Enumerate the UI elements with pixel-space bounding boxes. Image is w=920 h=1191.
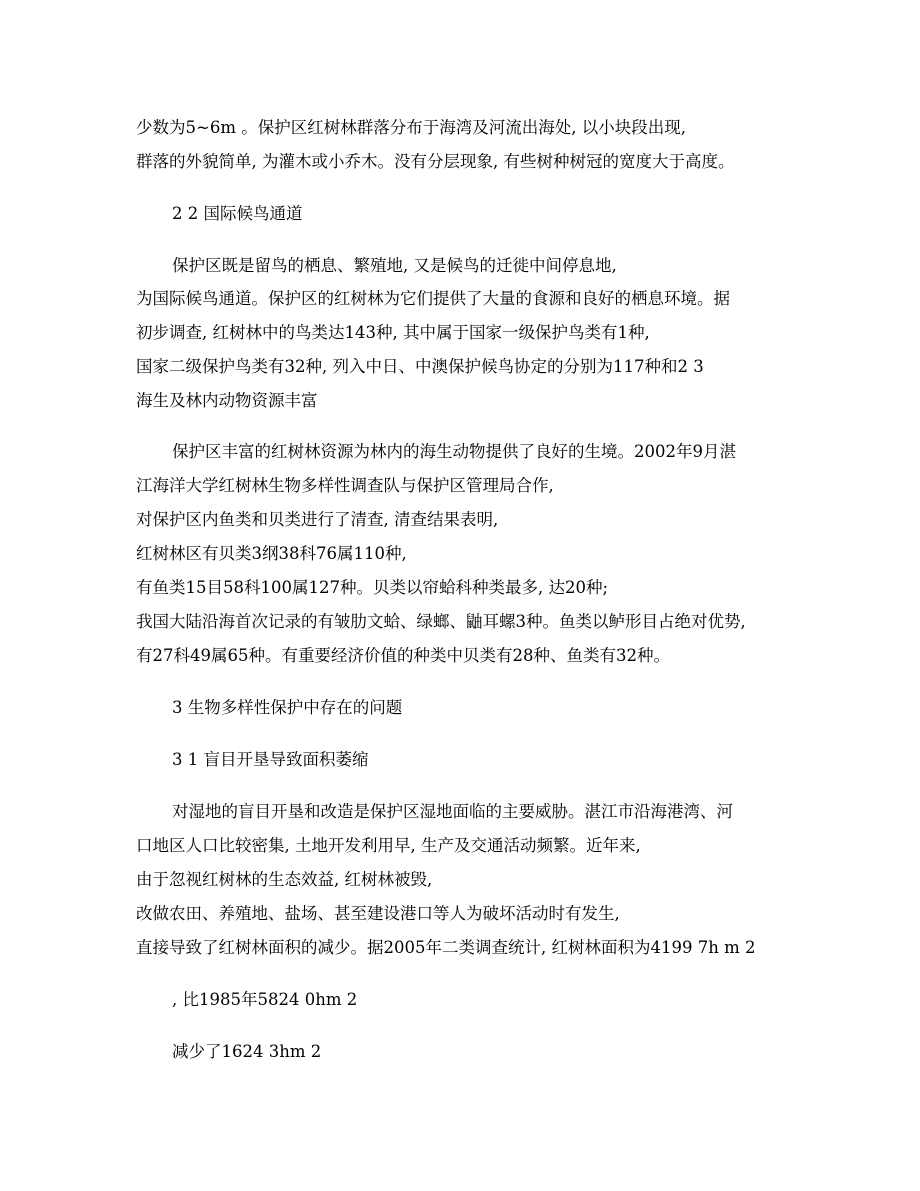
section-heading: 海生及林内动物资源丰富 xyxy=(136,391,318,410)
paragraph-line: 群落的外貌简单, 为灌木或小乔木。没有分层现象, 有些树种树冠的宽度大于高度。 xyxy=(136,152,735,171)
paragraph-line: 直接导致了红树林面积的减少。据2005年二类调查统计, 红树林面积为4199 7h m 2 xyxy=(136,938,756,957)
paragraph-line: 为国际候鸟通道。保护区的红树林为它们提供了大量的食源和良好的栖息环境。据 xyxy=(136,289,730,308)
paragraph-line: 国家二级保护鸟类有32种, 列入中日、中澳保护候鸟协定的分别为117种和2 3 xyxy=(136,357,704,376)
paragraph-line: 初步调查, 红树林中的鸟类达143种, 其中属于国家一级保护鸟类有1种, xyxy=(136,323,650,342)
paragraph-line: , 比1985年5824 0hm 2 xyxy=(172,990,358,1009)
paragraph-line: 改做农田、养殖地、盐场、甚至建设港口等人为破坏活动时有发生, xyxy=(136,904,620,923)
paragraph-line: 我国大陆沿海首次记录的有皱肋文蛤、绿螂、鼬耳螺3种。鱼类以鲈形目占绝对优势, xyxy=(136,612,746,631)
paragraph-line: 对湿地的盲目开垦和改造是保护区湿地面临的主要威胁。湛江市沿海港湾、河 xyxy=(172,802,733,821)
paragraph-line: 有鱼类15目58科100属127种。贝类以帘蛤科种类最多, 达20种; xyxy=(136,578,609,597)
paragraph-line: 有27科49属65种。有重要经济价值的种类中贝类有28种、鱼类有32种。 xyxy=(136,646,670,665)
paragraph-line: 江海洋大学红树林生物多样性调查队与保护区管理局合作, xyxy=(136,476,554,495)
section-heading: 3 生物多样性保护中存在的问题 xyxy=(172,698,403,717)
section-heading: 3 1 盲目开垦导致面积萎缩 xyxy=(172,750,369,769)
paragraph-line: 保护区丰富的红树林资源为林内的海生动物提供了良好的生境。2002年9月湛 xyxy=(172,442,736,461)
section-heading: 2 2 国际候鸟通道 xyxy=(172,204,303,223)
paragraph-line: 对保护区内鱼类和贝类进行了清查, 清查结果表明, xyxy=(136,510,499,529)
paragraph-line: 红树林区有贝类3纲38科76属110种, xyxy=(136,544,407,563)
paragraph-line: 减少了1624 3hm 2 xyxy=(172,1042,322,1061)
paragraph-line: 保护区既是留鸟的栖息、繁殖地, 又是候鸟的迁徙中间停息地, xyxy=(172,256,617,275)
paragraph-line: 由于忽视红树林的生态效益, 红树林被毁, xyxy=(136,870,433,889)
paragraph-line: 口地区人口比较密集, 土地开发利用早, 生产及交通活动频繁。近年来, xyxy=(136,836,641,855)
paragraph-line: 少数为5~6m 。保护区红树林群落分布于海湾及河流出海处, 以小块段出现, xyxy=(136,118,686,137)
